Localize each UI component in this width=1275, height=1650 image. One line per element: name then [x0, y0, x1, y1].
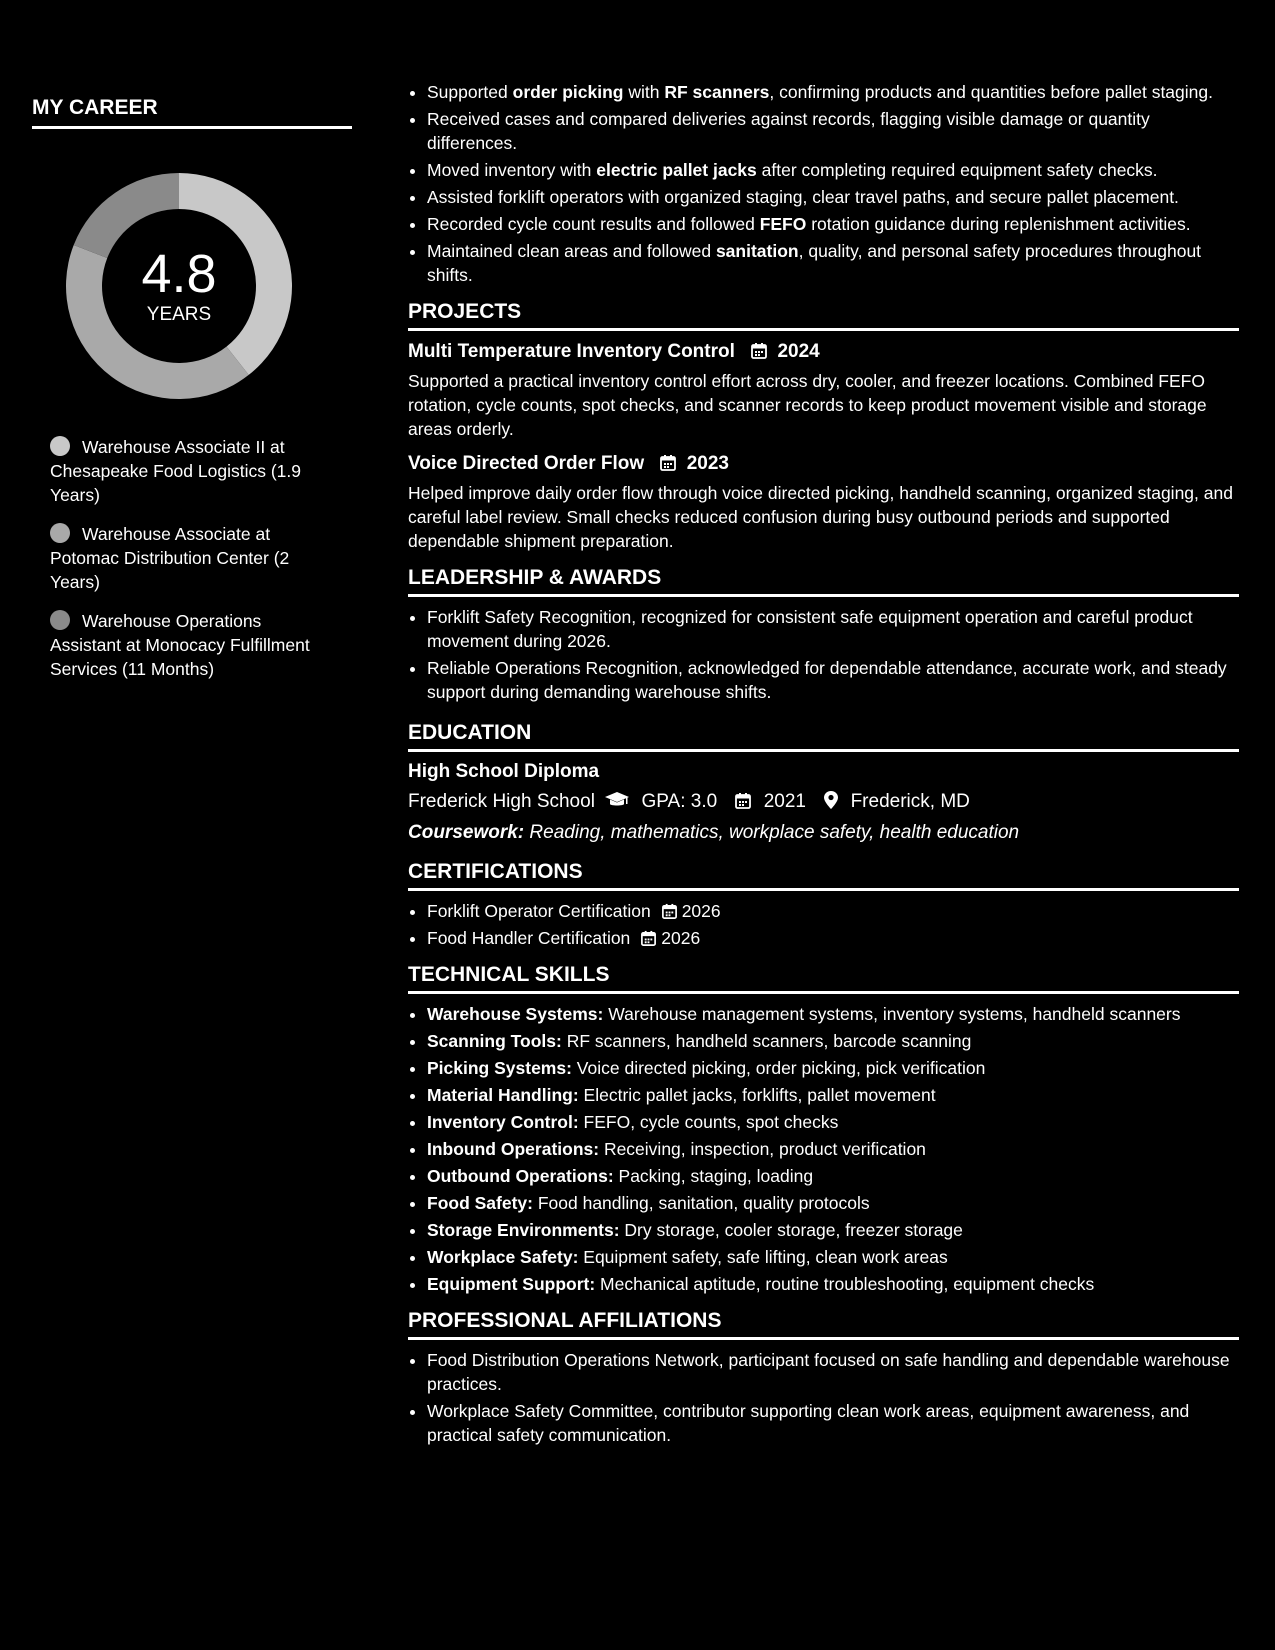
leadership-item: • Reliable Operations Recognition, acknowledged for dependable attendance, accurate work, and steady support during demanding warehouse shifts. [427, 656, 1239, 704]
leadership-list [408, 605, 1239, 704]
donut-total-years: 4.8 [141, 244, 217, 304]
graduation-cap-icon [604, 790, 630, 810]
legend-dot-icon [50, 523, 70, 543]
legend-dot-icon [50, 610, 70, 630]
skill-item: • Food Safety: Food handling, sanitation, quality protocols [427, 1191, 1239, 1215]
gpa-value: GPA: 3.0 [641, 791, 718, 812]
project-year: 2024 [777, 341, 820, 362]
career-donut-chart [66, 173, 292, 399]
career-legend-text: Warehouse Operations Assistant at Monocacy Fulfillment Services (11 Months) [50, 611, 310, 679]
coursework: Coursework: Reading, mathematics, workplace safety, health education [408, 822, 1020, 843]
career-legend-item [50, 609, 330, 681]
calendar-icon [659, 454, 677, 472]
school-location: Frederick, MD [850, 791, 970, 812]
affiliation-item: • Food Distribution Operations Network, participant focused on safe handling and dependable warehouse practices. [427, 1348, 1239, 1396]
calendar-icon [734, 792, 752, 810]
school-name: Frederick High School [408, 791, 595, 812]
skill-item: • Inventory Control: FEFO, cycle counts, spot checks [427, 1110, 1239, 1134]
location-pin-icon [823, 790, 839, 810]
affiliations-list [408, 1348, 1239, 1447]
affiliations-heading: PROFESSIONAL AFFILIATIONS [408, 1308, 1239, 1340]
career-legend-text: Warehouse Associate II at Chesapeake Food Logistics (1.9 Years) [50, 437, 301, 505]
project-title: Voice Directed Order Flow 2023 [408, 453, 729, 474]
affiliation-item: • Workplace Safety Committee, contributor supporting clean work areas, equipment awareness, and practical safety communication. [427, 1399, 1239, 1447]
certification-item: • Forklift Operator Certification 2026 [427, 899, 1239, 923]
career-legend [50, 435, 330, 681]
skill-item: • Material Handling: Electric pallet jacks, forklifts, pallet movement [427, 1083, 1239, 1107]
skill-item: • Warehouse Systems: Warehouse management systems, inventory systems, handheld scanners [427, 1002, 1239, 1026]
experience-bullet: • Recorded cycle count results and followed FEFO rotation guidance during replenishment activities. [427, 212, 1239, 236]
experience-bullet: • Received cases and compared deliveries against records, flagging visible damage or quantity differences. [427, 107, 1239, 155]
education-heading: EDUCATION [408, 720, 1239, 752]
experience-bullet: • Moved inventory with electric pallet jacks after completing required equipment safety checks. [427, 158, 1239, 182]
graduation-year: 2021 [763, 791, 807, 812]
experience-bullet: • Supported order picking with RF scanners, confirming products and quantities before pallet staging. [427, 80, 1239, 104]
career-title: MY CAREER [32, 96, 352, 129]
skill-item: • Storage Environments: Dry storage, cooler storage, freezer storage [427, 1218, 1239, 1242]
skill-item: • Equipment Support: Mechanical aptitude, routine troubleshooting, equipment checks [427, 1272, 1239, 1296]
certifications-heading: CERTIFICATIONS [408, 859, 1239, 891]
calendar-icon [640, 930, 657, 947]
career-legend-item [50, 522, 330, 594]
career-sidebar [32, 96, 352, 696]
skill-item: • Scanning Tools: RF scanners, handheld scanners, barcode scanning [427, 1029, 1239, 1053]
education-details [408, 788, 1239, 816]
skills-list [408, 1002, 1239, 1296]
projects-heading: PROJECTS [408, 299, 1239, 331]
education-degree: High School Diploma [408, 761, 600, 782]
resume-main [408, 80, 1239, 1450]
career-legend-text: Warehouse Associate at Potomac Distribution Center (2 Years) [50, 524, 290, 592]
leadership-heading: LEADERSHIP & AWARDS [408, 565, 1239, 597]
project-description: Supported a practical inventory control effort across dry, cooler, and freezer locations. Combined FEFO rotation, cycle counts, spot checks, and scanner records to keep product movement visible and storage areas orderly. [408, 371, 1207, 439]
certification-item: • Food Handler Certification 2026 [427, 926, 1239, 950]
experience-bullets [408, 80, 1239, 287]
skill-item: • Inbound Operations: Receiving, inspection, product verification [427, 1137, 1239, 1161]
project-title: Multi Temperature Inventory Control 2024 [408, 341, 820, 362]
skill-item: • Outbound Operations: Packing, staging, loading [427, 1164, 1239, 1188]
project-description: Helped improve daily order flow through voice directed picking, handheld scanning, organized staging, and careful label review. Small checks reduced confusion during busy outbound periods and supported dependable shipment preparation. [408, 483, 1233, 551]
experience-bullet: • Assisted forklift operators with organized staging, clear travel paths, and secure pallet placement. [427, 185, 1239, 209]
skills-heading: TECHNICAL SKILLS [408, 962, 1239, 994]
legend-dot-icon [50, 436, 70, 456]
leadership-item: • Forklift Safety Recognition, recognized for consistent safe equipment operation and careful product movement during 2026. [427, 605, 1239, 653]
donut-unit-label: YEARS [146, 304, 212, 325]
project-year: 2023 [686, 453, 729, 474]
skill-item: • Workplace Safety: Equipment safety, safe lifting, clean work areas [427, 1245, 1239, 1269]
experience-bullet: • Maintained clean areas and followed sanitation, quality, and personal safety procedures throughout shifts. [427, 239, 1239, 287]
career-legend-item [50, 435, 330, 507]
calendar-icon [750, 342, 768, 360]
certifications-list [408, 899, 1239, 950]
skill-item: • Picking Systems: Voice directed picking, order picking, pick verification [427, 1056, 1239, 1080]
calendar-icon [661, 903, 678, 920]
